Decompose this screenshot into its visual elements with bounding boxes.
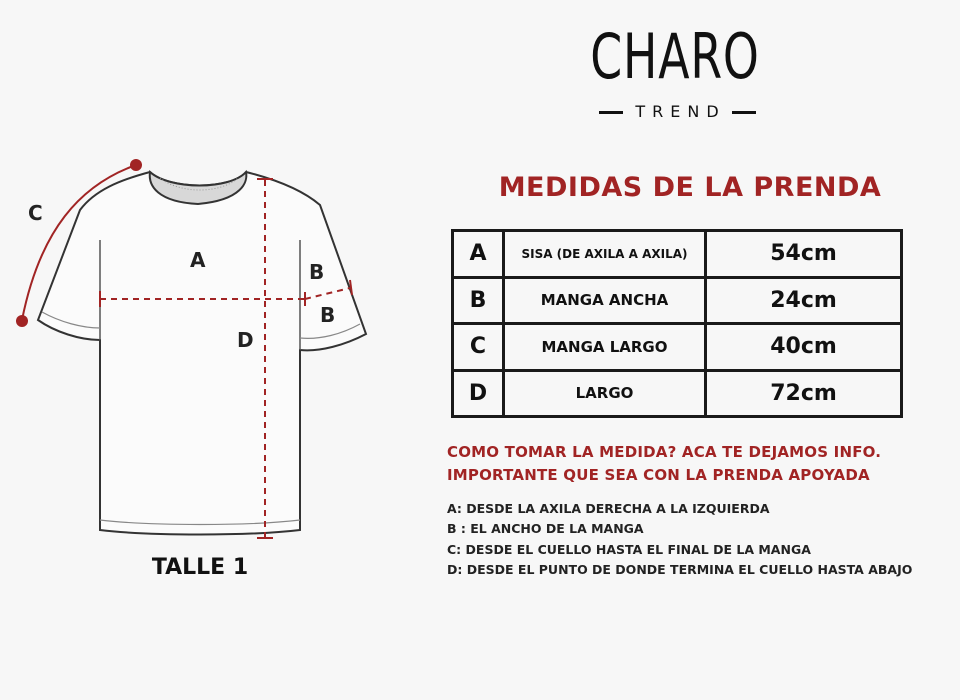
legend-a: A: DESDE LA AXILA DERECHA A LA IZQUIERDA xyxy=(447,501,770,516)
tshirt-outline xyxy=(38,172,366,535)
row-letter: A xyxy=(454,232,505,276)
tshirt-diagram xyxy=(0,0,420,600)
table-row xyxy=(454,322,900,369)
row-name: SISA (DE AXILA A AXILA) xyxy=(505,232,707,276)
legend-b: B : EL ANCHO DE LA MANGA xyxy=(447,521,644,536)
row-name: MANGA ANCHA xyxy=(505,279,707,323)
table-row xyxy=(454,369,900,416)
diagram-label-d: D xyxy=(237,328,254,352)
table-row xyxy=(454,276,900,323)
row-letter: D xyxy=(454,372,505,416)
brand-logo-name: CHARO xyxy=(590,20,760,93)
tagline-rule-right xyxy=(732,111,756,114)
brand-tagline xyxy=(590,100,765,124)
row-value: 72cm xyxy=(770,380,837,406)
legend-c: C: DESDE EL CUELLO HASTA EL FINAL DE LA MANGA xyxy=(447,542,811,557)
measure-c-end-dot xyxy=(16,315,28,327)
row-name: MANGA LARGO xyxy=(505,325,707,369)
tagline-text: TREND xyxy=(635,102,726,121)
row-letter: C xyxy=(454,325,505,369)
diagram-label-b-top: B xyxy=(309,260,325,284)
row-letter: B xyxy=(454,279,505,323)
info-line-1: COMO TOMAR LA MEDIDA? ACA TE DEJAMOS INFO. xyxy=(447,443,882,461)
measurements-table xyxy=(451,229,903,418)
row-value: 40cm xyxy=(770,334,837,360)
row-value: 54cm xyxy=(770,241,837,267)
table-row xyxy=(454,232,900,276)
info-line-2: IMPORTANTE QUE SEA CON LA PRENDA APOYADA xyxy=(447,466,870,484)
diagram-label-c: C xyxy=(28,201,43,225)
row-value: 24cm xyxy=(770,287,837,313)
diagram-label-a: A xyxy=(190,248,206,272)
size-caption: TALLE 1 xyxy=(151,555,249,580)
tagline-rule-left xyxy=(599,111,623,114)
measure-c-start-dot xyxy=(130,159,142,171)
legend-d: D: DESDE EL PUNTO DE DONDE TERMINA EL CUELLO HASTA ABAJO xyxy=(447,562,913,577)
diagram-label-b-bottom: B xyxy=(320,303,336,327)
row-name: LARGO xyxy=(505,372,707,416)
table-title: MEDIDAS DE LA PRENDA xyxy=(498,172,882,203)
